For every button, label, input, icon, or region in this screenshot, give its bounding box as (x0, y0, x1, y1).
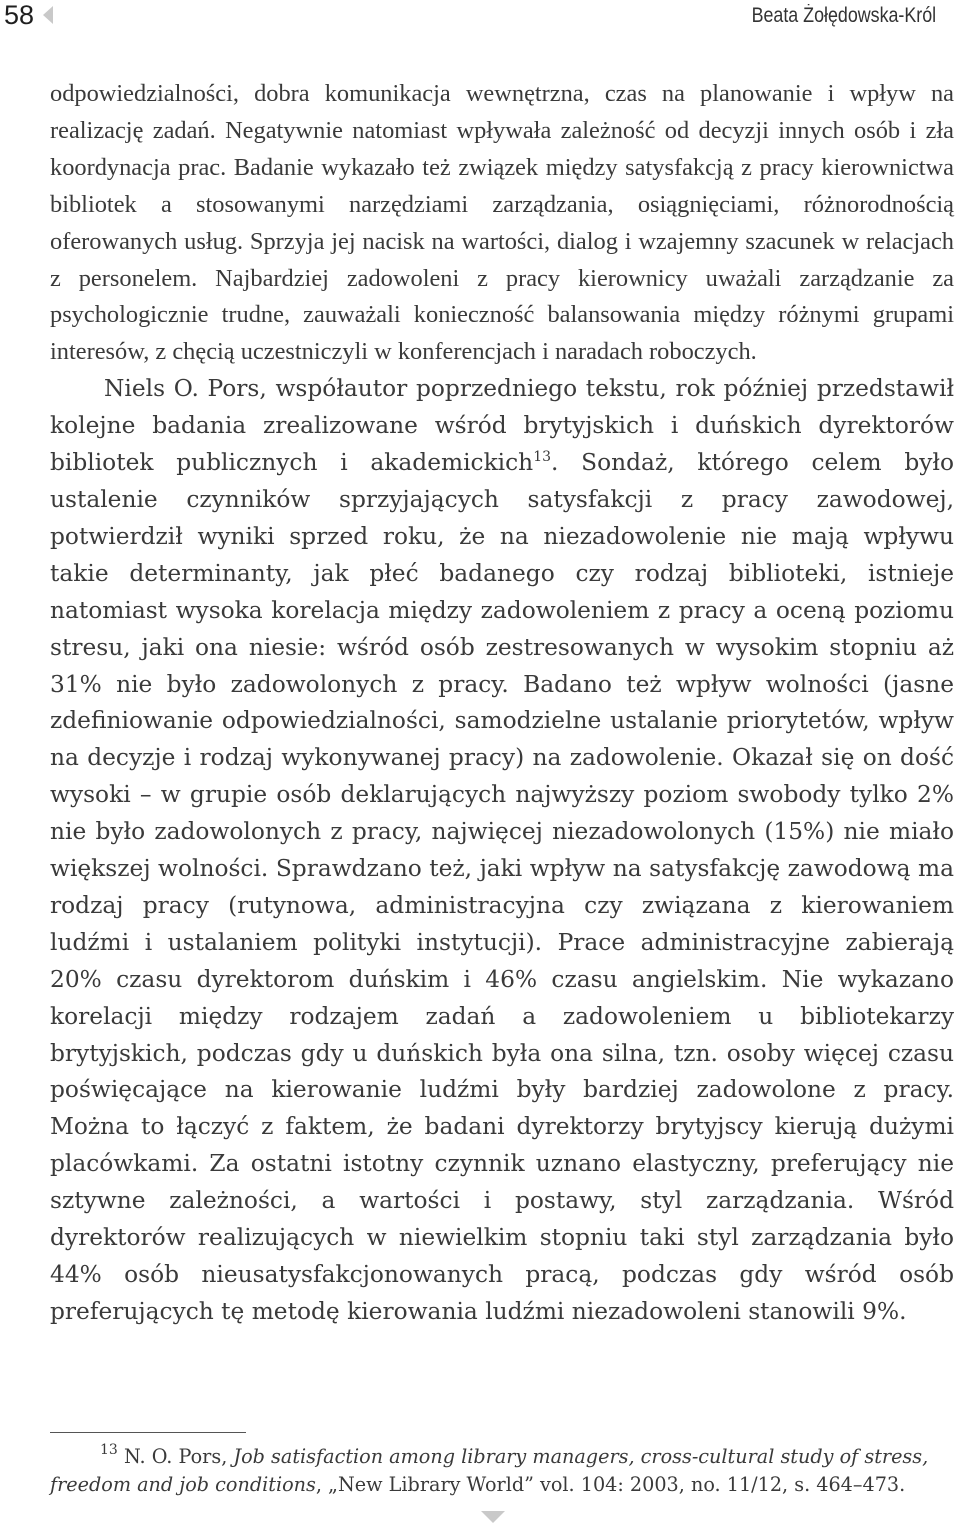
footnote-author: N. O. Pors, (123, 1445, 228, 1468)
running-head-author: Beata Żołędowska-Król (751, 4, 936, 27)
body-text (50, 76, 954, 1331)
paragraph (50, 371, 954, 1331)
page-marker-arrow-icon (43, 6, 53, 24)
footnote-separator (50, 1432, 246, 1433)
footnote-source: , „New Library World” vol. 104: 2003, no. 11/12, s. 464–473. (315, 1473, 906, 1496)
bottom-page-marker-icon (481, 1511, 505, 1523)
page-number: 58 (4, 0, 35, 30)
page-header (0, 0, 960, 36)
footnote (50, 1443, 954, 1499)
paragraph: odpowiedzialności, dobra komunikacja wewnętrzna, czas na planowanie i wpływ na realizację zadań. Negatywnie natomiast wpływała zależność od decyzji innych osób i zła koordynacja prac. Badanie wykazało też związek między satysfakcją z pracy kierownictwa bibliotek a stosowanymi narzędziami zarządzania, osiągnięciami, różnorodnością oferowanych usług. Sprzyja jej nacisk na wartości, dialog i wzajemny szacunek w relacjach z personelem. Najbardziej zadowoleni z pracy kierownicy uważali zarządzanie za psychologicznie trudne, zauważali konieczność balansowania między różnymi grupami interesów, z chęcią uczestniczyli w konferencjach i naradach roboczych. (50, 80, 954, 366)
footnote-reference: 13 (533, 449, 552, 466)
footnote-number: 13 (100, 1442, 118, 1458)
paragraph-text: Niels O. Pors, współautor poprzedniego tekstu, rok później przedstawił kolejne badania zrealizowane wśród brytyjskich i duńskich dyrektorów bibliotek publicznych i akademickich (50, 375, 954, 477)
footnote-title: Job satisfaction among library managers, cross-cultural study of stress, freedom and job conditions (50, 1445, 929, 1496)
paragraph-text: . Sondaż, którego celem było ustalenie czynników sprzyjających satysfakcji z pracy zawodowej, potwierdził wyniki sprzed roku, że na niezadowolenie nie mają wpływu takie determinanty, jak płeć badanego czy rodzaj biblioteki, istnieje natomiast wysoka korelacja między zadowoleniem z pracy a oceną poziomu stresu, jaki ona niesie: wśród osób zestresowanych w wysokim stopniu aż 31% nie było zadowolonych z pracy. Badano też wpływ wolności (jasne zdefiniowanie odpowiedzialności, samodzielne ustalanie priorytetów, wpływ na decyzje i rodzaj wykonywanej pracy) na zadowolenie. Okazał się on dość wysoki – w grupie osób deklarujących najwyższy poziom swobody tylko 2% nie było zadowolonych z pracy, najwięcej niezadowolonych (15%) nie miało większej wolności. Sprawdzano też, jaki wpływ na satysfakcję zawodową ma rodzaj pracy (rutynowa, administracyjna czy związana z kierowaniem ludźmi i ustalaniem polityki instytucji). Prace administracyjne zabierają 20% czasu dyrektorom duńskim i 46% czasu angielskim. Nie wykazano korelacji między rodzajem zadań a zadowoleniem u bibliotekarzy brytyjskich, podczas gdy u duńskich była ona silna, tzn. osoby więcej czasu poświęcające na kierowanie ludźmi były bardziej zadowolone z pracy. Można to łączyć z faktem, że badani dyrektorzy brytyjscy kierują dużymi placówkami. Za ostatni istotny czynnik uznano elastyczny, preferujący nie sztywne zależności, a wartości i postawy, styl zarządzania. Wśród dyrektorów realizujących w niewielkim stopniu taki styl zarządzania było 44% osób nieusatysfakcjonowanych pracą, podczas gdy wśród osób preferujących tę metodę kierowania ludźmi niezadowoleni stanowili 9%. (50, 449, 954, 1325)
